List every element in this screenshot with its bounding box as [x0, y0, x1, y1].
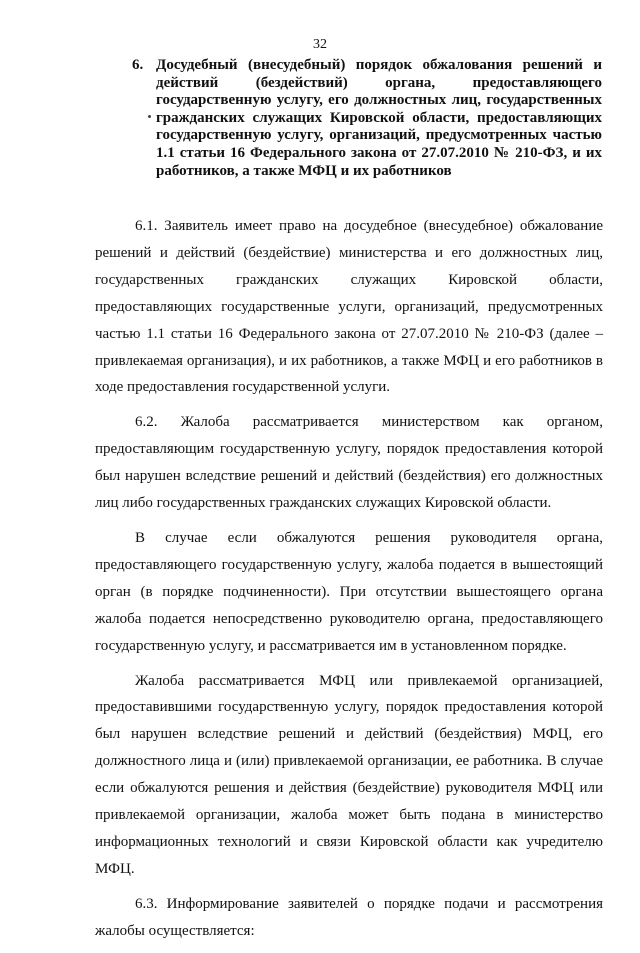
scan-mark: [148, 115, 151, 118]
section-heading: [132, 57, 602, 180]
section-number: 6.: [132, 57, 144, 73]
paragraph-higher-authority: В случае если обжалуются решения руководителя органа, предоставляющего государственную услугу, жалоба подается в вышестоящий орган (в порядке подчиненности). При отсутствии вышестоящего органа жалоба подается непосредственно руководителю органа, предоставляющего государственную услугу, и рассматривается им в установленном порядке.: [95, 529, 603, 654]
paragraph-6-3: 6.3. Информирование заявителей о порядке подачи и рассмотрения жалобы осуществляется:: [95, 895, 603, 939]
body-text: [95, 213, 603, 953]
paragraph-6-2: 6.2. Жалоба рассматривается министерством как органом, предоставляющим государственную услугу, порядок предоставления которой был нарушен вследствие решений и действий (бездействия) его должностных лиц либо государственных гражданских служащих Кировской области.: [95, 414, 603, 512]
paragraph-6-1: 6.1. Заявитель имеет право на досудебное (внесудебное) обжалование решений и действий (бездействие) министерства и его должностных лиц, государственных гражданских служащих Кировской области, предоставляющих государственные услуги, организаций, предусмотренных частью 1.1 статьи 16 Федерального закона от 27.07.2010 № 210-ФЗ (далее – привлекаемая организация), и их работников, а также МФЦ и его работников в ходе предоставления государственной услуги.: [95, 218, 603, 396]
section-title: Досудебный (внесудебный) порядок обжалования решений и действий (бездействий) органа, предоставляющего государственную услугу, его должностных лиц, государственных гражданских служащих Кировской области, предоставляющих государственную услугу, организаций, предусмотренных частью 1.1 статьи 16 Федерального закона от 27.07.2010 № 210-ФЗ, и их работников, а также МФЦ и их работников: [156, 57, 602, 179]
paragraph-mfc-complaint: Жалоба рассматривается МФЦ или привлекаемой организацией, предоставившими государственную услугу, порядок предоставления которой был нарушен вследствие решений и действий (бездействия) МФЦ, его должностного лица и (или) привлекаемой организации, ее работника. В случае если обжалуются решения и действия (бездействие) руководителя МФЦ или привлекаемой организации, жалоба может быть подана в министерство информационных технологий и связи Кировской области как учредителю МФЦ.: [95, 672, 603, 877]
page-number: 32: [313, 37, 327, 52]
